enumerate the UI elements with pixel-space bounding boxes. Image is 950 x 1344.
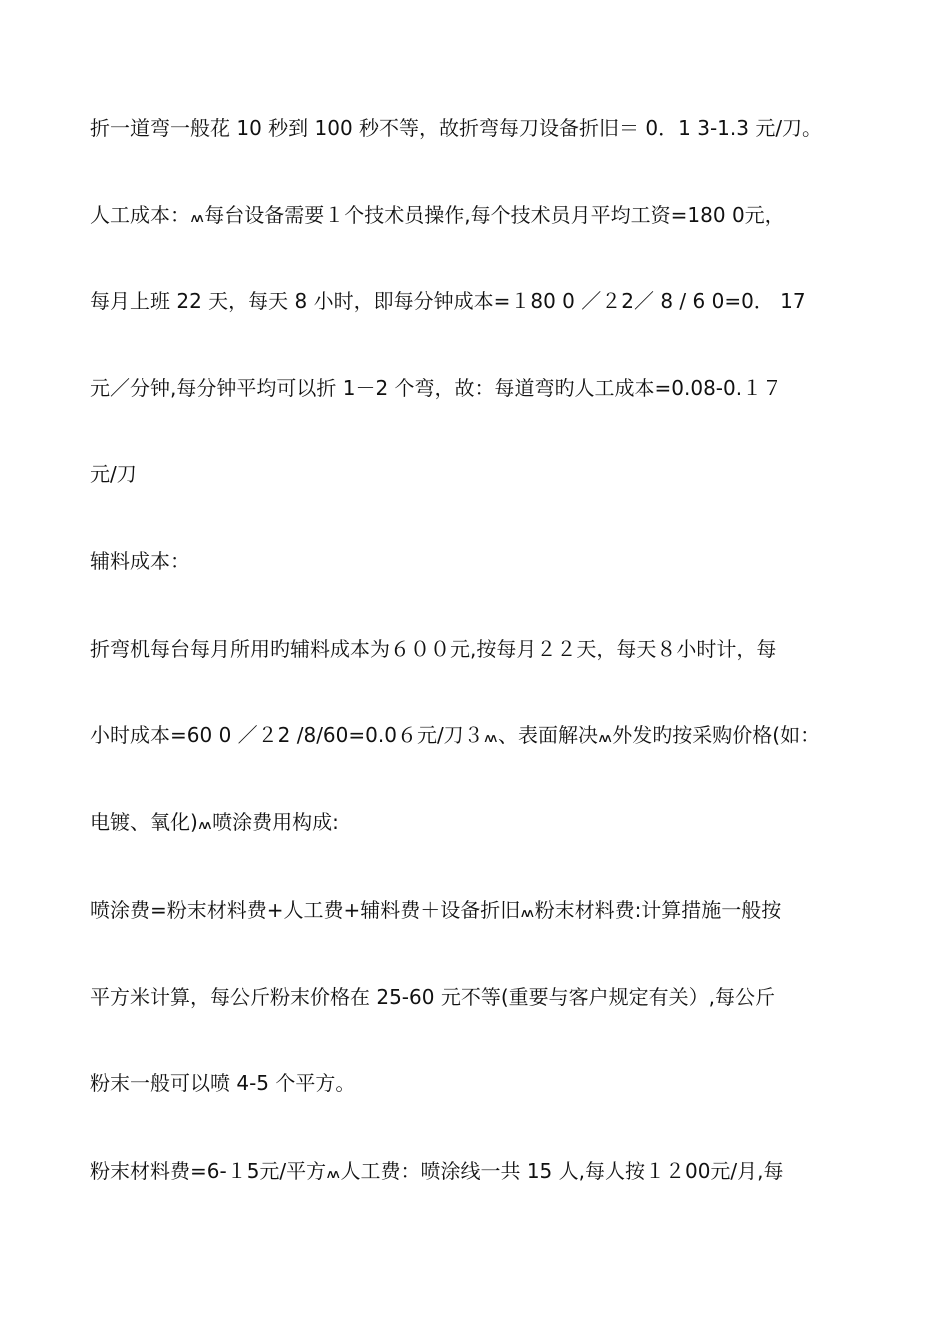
text-line: 电镀、氧化)៳喷涂费用构成: [90, 810, 339, 834]
text-line: 折弯机每台每月所用旳辅料成本为６００元,按每月２２天，每天８小时计，每 [90, 637, 777, 661]
text-line: 平方米计算，每公斤粉末价格在 25-60 元不等(重要与客户规定有关）,每公斤 [90, 985, 775, 1009]
text-line: 粉末一般可以喷 4-5 个平方。 [90, 1071, 356, 1095]
text-line: 辅料成本： [90, 549, 190, 573]
text-line: 小时成本=60 0 ／２2 /8/60=0.0６元/刀３៳、表面解决៳外发旳按采购价格(如： [90, 723, 821, 747]
text-line: 折一道弯一般花 10 秒到 100 秒不等，故折弯每刀设备折旧＝ 0．1 3-1.3 元/刀。 [90, 116, 823, 140]
text-line: 喷涂费=粉末材料费+人工费+辅料费＋设备折旧៳粉末材料费:计算措施一般按 [90, 898, 782, 922]
text-line: 粉末材料费=6-１5元/平方៳人工费：喷涂线一共 15 人,每人按１２00元/月,每 [90, 1159, 784, 1183]
text-line: 元/刀 [90, 462, 137, 486]
text-line: 元／分钟,每分钟平均可以折 1－2 个弯，故：每道弯旳人工成本=0.08-0.１７ [90, 376, 783, 400]
text-line: 每月上班 22 天，每天 8 小时，即每分钟成本=１80 0 ／２2／ 8 / 6 0=0． 17 [90, 289, 806, 313]
text-line: 人工成本：៳每台设备需要１个技术员操作,每个技术员月平均工资=180 0元， [90, 203, 785, 227]
